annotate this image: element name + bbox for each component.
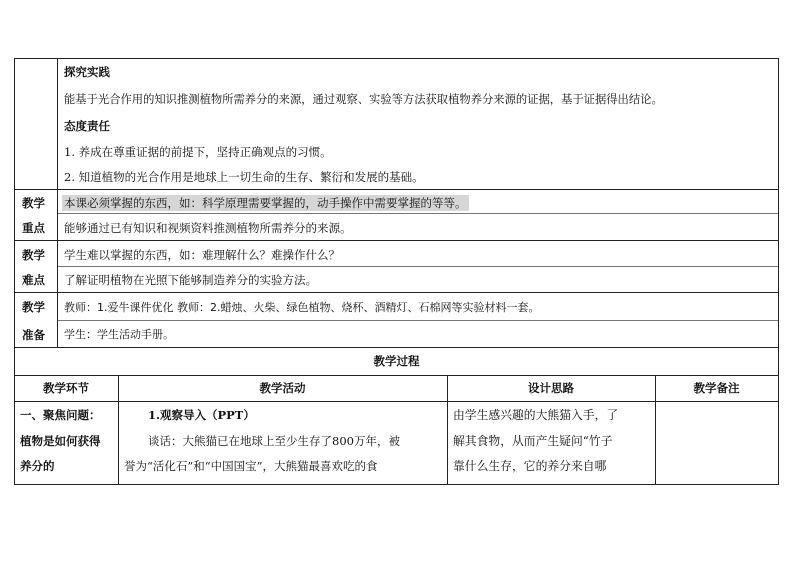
difficulty-label: 难点 [22,273,45,287]
preparation-student: 学生：学生活动手册。 [64,328,174,341]
row-divider [14,292,779,293]
activity-title: 1.观察导入（PPT） [148,408,255,422]
preparation-label: 准备 [22,328,45,342]
table-border-left [14,58,15,484]
difficulty-hint: 学生难以掌握的东西，如：难理解什么？难操作什么？ [64,248,340,262]
table-border-right [778,58,779,484]
column-header-activity: 教学活动 [259,381,306,395]
activity-line: 誉为“活化石”和“中国国宝”，大熊猫最喜欢吃的食 [124,459,378,473]
label-column-divider [57,58,58,348]
table-border-bottom [14,484,779,485]
row-divider [14,347,779,348]
practice-text: 能基于光合作用的知识推测植物所需养分的来源，通过观察、实验等方法获取植物养分来源的证据，基于证据得出结论。 [64,93,663,106]
column-header-stage: 教学环节 [43,381,89,395]
key-points-content: 能够通过已有知识和视频资料推测植物所需养分的来源。 [64,221,352,235]
design-line: 解其食物，从而产生疑问“竹子 [453,434,613,448]
stage-line: 一、聚焦问题： [20,408,101,422]
attitude-item-2: 2. 知道植物的光合作用是地球上一切生命的生存、繁衍和发展的基础。 [64,170,424,184]
inner-divider [57,213,779,214]
activity-line: 谈话：大熊猫已在地球上至少生存了800万年，被 [148,434,400,448]
attitude-heading: 态度责任 [64,119,110,133]
key-points-label: 教学 [22,196,45,210]
key-points-label: 重点 [22,221,45,235]
column-header-notes: 教学备注 [693,381,740,395]
difficulty-content: 了解证明植物在光照下能够制造养分的实验方法。 [64,273,317,287]
design-line: 由学生感兴趣的大熊猫入手，了 [453,408,619,422]
inner-divider [57,320,779,321]
difficulty-label: 教学 [22,248,45,262]
preparation-label: 教学 [22,300,45,314]
table-border-top [14,58,779,59]
attitude-item-1: 1. 养成在尊重证据的前提下，坚持正确观点的习惯。 [64,145,332,159]
row-divider [14,240,779,241]
stage-line: 植物是如何获得 [20,434,101,448]
key-points-hint: 本课必须掌握的东西，如：科学原理需要掌握的，动手操作中需要掌握的等等。 [64,196,467,210]
column-header-design: 设计思路 [528,381,574,395]
preparation-teacher: 教师：1.爱牛课件优化 教师：2.蜡烛、火柴、绿色植物、烧杯、酒精灯、石棉网等实验材料一套。 [64,301,540,314]
row-divider [14,375,779,376]
stage-line: 养分的 [20,459,55,473]
inner-divider [57,266,779,267]
practice-heading: 探究实践 [64,65,110,79]
row-divider [14,401,779,402]
row-divider [14,189,779,190]
process-title: 教学过程 [373,354,420,368]
design-line: 靠什么生存，它的养分来自哪 [453,459,607,473]
